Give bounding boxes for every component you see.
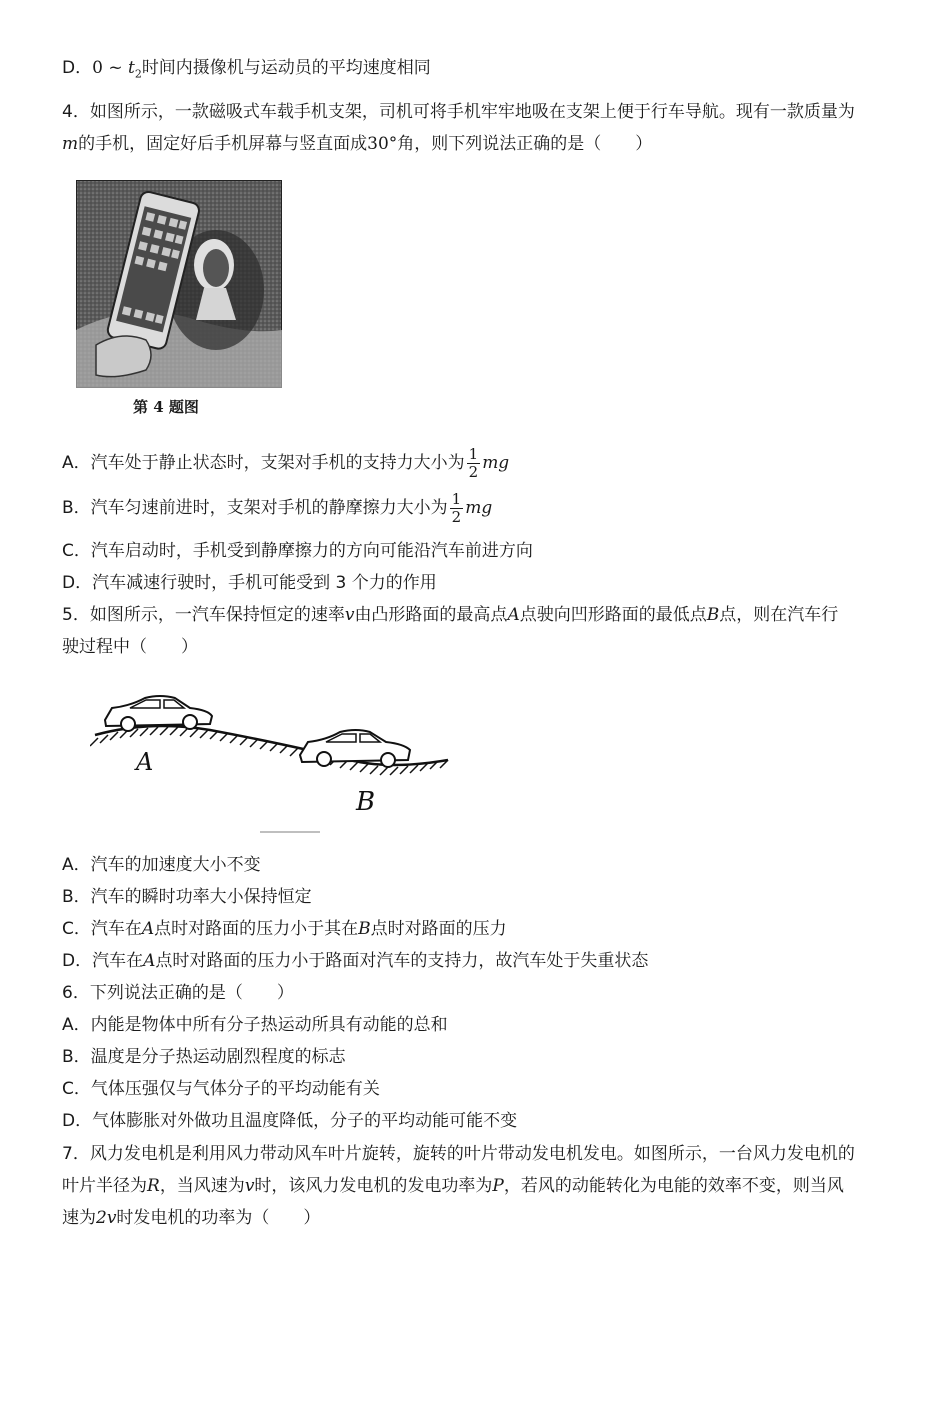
- q4-stem-text-a: 的手机，固定好后手机屏幕与竖直面成: [78, 134, 368, 154]
- q7-line2-a: 叶片半径为: [62, 1176, 147, 1196]
- q5-option-c-A: A: [141, 919, 155, 939]
- q5-option-c-b: 点时对路面的压力小于其在: [154, 919, 359, 939]
- q4-stem-line2: [62, 133, 652, 155]
- q5-option-c: [62, 918, 507, 940]
- q5-option-d-A: A: [143, 951, 156, 971]
- q5-option-d: [62, 950, 648, 972]
- q4-option-c: C．汽车启动时，手机受到静摩擦力的方向可能沿汽车前进方向: [62, 541, 533, 561]
- q3-option-d-prefix: 0 ~: [92, 58, 128, 78]
- q6-option-c: C．气体压强仅与气体分子的平均动能有关: [62, 1079, 380, 1099]
- q4-option-b-text: B．汽车匀速前进时，支架对手机的静摩擦力大小为: [62, 498, 448, 518]
- figure-4-caption: 第 4 题图: [133, 398, 199, 416]
- q5-stem-line1: [62, 604, 838, 626]
- q5-option-d-b: 点时对路面的压力小于路面对汽车的支持力，故汽车处于失重状态: [155, 951, 649, 971]
- q7-stem-line1: 7．风力发电机是利用风力带动风车叶片旋转，旋转的叶片带动发电机发电。如图所示，一台风力发电机的: [62, 1144, 855, 1164]
- q4-stem-angle: 30°: [367, 134, 398, 154]
- fraction-one-half: [450, 491, 464, 526]
- q3-option-d-text: 时间内摄像机与运动员的平均速度相同: [141, 58, 431, 78]
- q6-option-b: B．温度是分子热运动剧烈程度的标志: [62, 1047, 346, 1067]
- frac-denominator: 2: [468, 462, 479, 481]
- q3-option-d: [62, 57, 431, 85]
- fraction-one-half: [467, 446, 481, 481]
- q6-stem: 6．下列说法正确的是（ ）: [62, 983, 294, 1003]
- q5-v: v: [344, 605, 355, 625]
- frac-denominator: 2: [451, 507, 462, 526]
- q4-option-a: [62, 443, 509, 483]
- q7-line2-c: 时，该风力发电机的发电功率为: [254, 1176, 493, 1196]
- q5-stem-b: 由凸形路面的最高点: [354, 605, 508, 625]
- q4-stem-m: m: [62, 134, 79, 154]
- q3-option-d-label: D．: [62, 58, 93, 78]
- phone-holder-photo: [76, 180, 282, 388]
- q5-stem-c: 点驶向凹形路面的最低点: [519, 605, 707, 625]
- q5-option-d-a: D．汽车在: [62, 951, 144, 971]
- q7-stem-line3: [62, 1207, 320, 1229]
- q5-option-c-B: B: [358, 919, 371, 939]
- q5-stem-a: 5．如图所示，一汽车保持恒定的速率: [62, 605, 345, 625]
- q5-B: B: [706, 605, 720, 625]
- q6-option-a: A．内能是物体中所有分子热运动所具有动能的总和: [62, 1015, 448, 1035]
- q7-line3-b: 时发电机的功率为（ ）: [116, 1208, 321, 1228]
- mg-symbol: mg: [465, 498, 493, 518]
- q7-line3-a: 速为: [62, 1208, 96, 1228]
- q7-R: R: [147, 1176, 160, 1196]
- frac-numerator: 1: [468, 444, 479, 463]
- q4-option-d: D．汽车减速行驶时，手机可能受到 3 个力的作用: [62, 573, 437, 593]
- q4-option-b: [62, 488, 492, 528]
- q7-line2-b: ，当风速为: [159, 1176, 245, 1196]
- point-A-label: A: [136, 748, 154, 776]
- q4-option-a-text: A．汽车处于静止状态时，支架对手机的支持力大小为: [62, 453, 465, 473]
- q4-stem-line1: 4．如图所示，一款磁吸式车载手机支架，司机可将手机牢牢地吸在支架上便于行车导航。现有一款质量为: [62, 102, 855, 122]
- q6-option-d: D．气体膨胀对外做功且温度降低，分子的平均动能可能不变: [62, 1111, 518, 1131]
- q5-option-a: A．汽车的加速度大小不变: [62, 855, 261, 875]
- q7-v: v: [244, 1176, 255, 1196]
- q5-stem-line2: 驶过程中（ ）: [62, 637, 198, 657]
- q7-2v: 2v: [96, 1208, 117, 1228]
- q5-option-c-c: 点时对路面的压力: [370, 919, 507, 939]
- mg-symbol: mg: [482, 453, 510, 473]
- frac-numerator: 1: [451, 489, 462, 508]
- car-at-A: [105, 696, 212, 731]
- q5-option-c-a: C．汽车在: [62, 919, 142, 939]
- q7-P: P: [492, 1176, 504, 1196]
- q5-stem-d: 点，则在汽车行: [719, 605, 839, 625]
- q7-stem-line2: [62, 1175, 844, 1197]
- q3-option-d-sub: 2: [134, 67, 142, 81]
- q7-line2-d: ，若风的动能转化为电能的效率不变，则当风: [503, 1176, 844, 1196]
- road-with-cars-diagram: [90, 680, 460, 840]
- q4-stem-text-b: 角，则下列说法正确的是（ ）: [397, 134, 653, 154]
- q5-A: A: [507, 605, 520, 625]
- q3-option-d-var: t: [127, 58, 135, 78]
- car-at-B: [300, 730, 410, 767]
- point-B-label: B: [356, 787, 376, 817]
- q5-option-b: B．汽车的瞬时功率大小保持恒定: [62, 887, 312, 907]
